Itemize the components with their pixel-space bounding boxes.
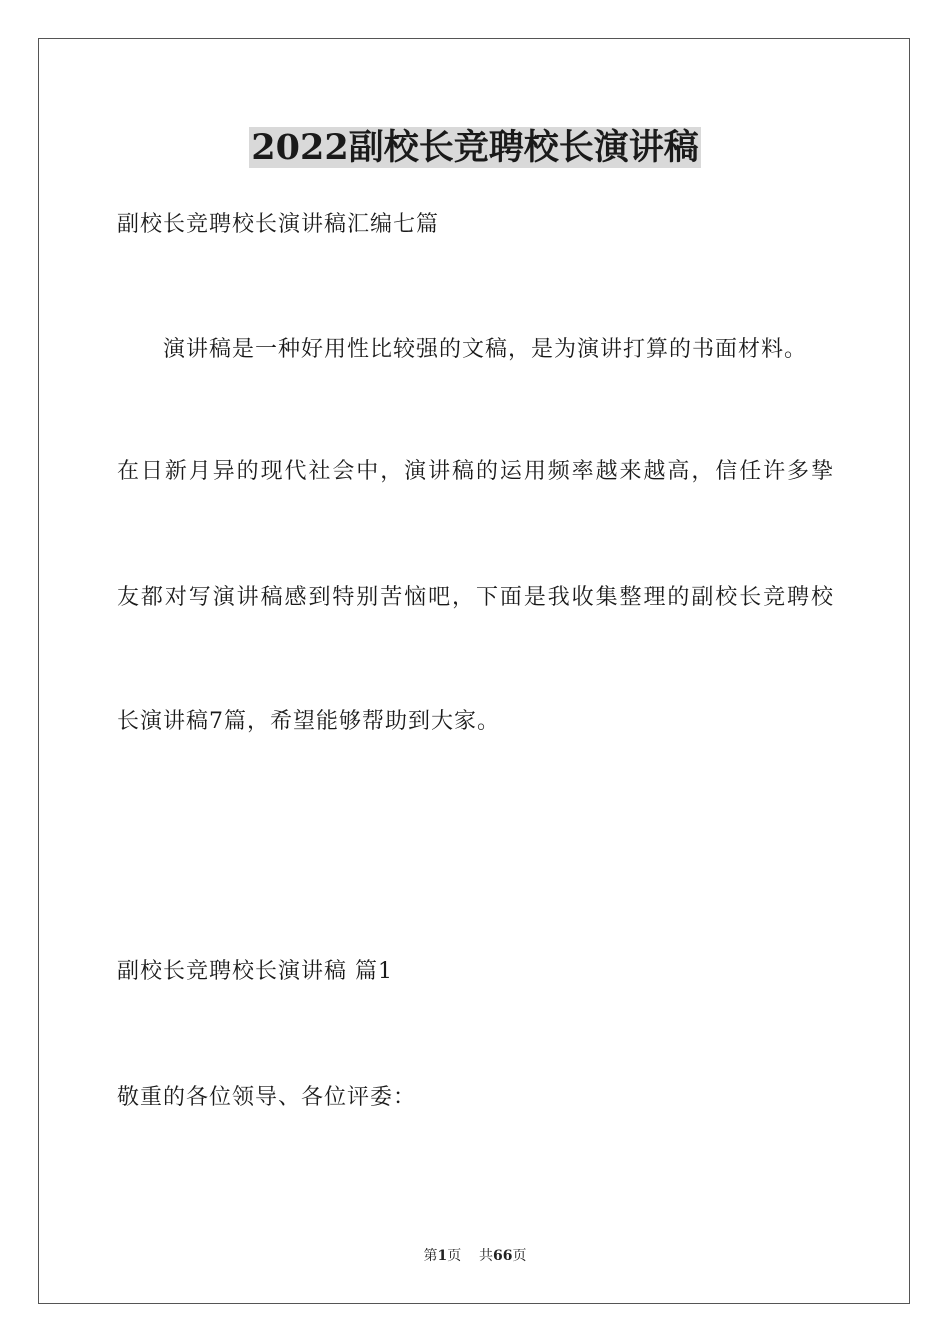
intro-line-4: 长演讲稿7篇，希望能够帮助到大家。: [117, 709, 500, 734]
section-heading: 副校长竞聘校长演讲稿 篇1: [117, 959, 393, 984]
document-title: [0, 126, 950, 170]
page-number: 1: [437, 1248, 448, 1264]
intro-line-2: 在日新月异的现代社会中，演讲稿的运用频率越来越高，信任许多挚: [117, 459, 833, 484]
intro-line-1: 演讲稿是一种好用性比较强的文稿，是为演讲打算的书面材料。: [163, 337, 808, 362]
greeting-line: 敬重的各位领导、各位评委：: [117, 1085, 417, 1110]
total-pages: 66: [493, 1248, 513, 1264]
document-title-text: 2022副校长竞聘校长演讲稿: [251, 127, 699, 168]
total-suffix: 页: [512, 1248, 527, 1264]
total-prefix: 共: [479, 1248, 494, 1264]
page-footer: [0, 1246, 950, 1266]
intro-line-3: 友都对写演讲稿感到特别苦恼吧，下面是我收集整理的副校长竞聘校: [117, 585, 833, 610]
page-prefix: 第: [423, 1248, 438, 1264]
document-subtitle: 副校长竞聘校长演讲稿汇编七篇: [117, 212, 440, 237]
page-suffix: 页: [447, 1248, 462, 1264]
